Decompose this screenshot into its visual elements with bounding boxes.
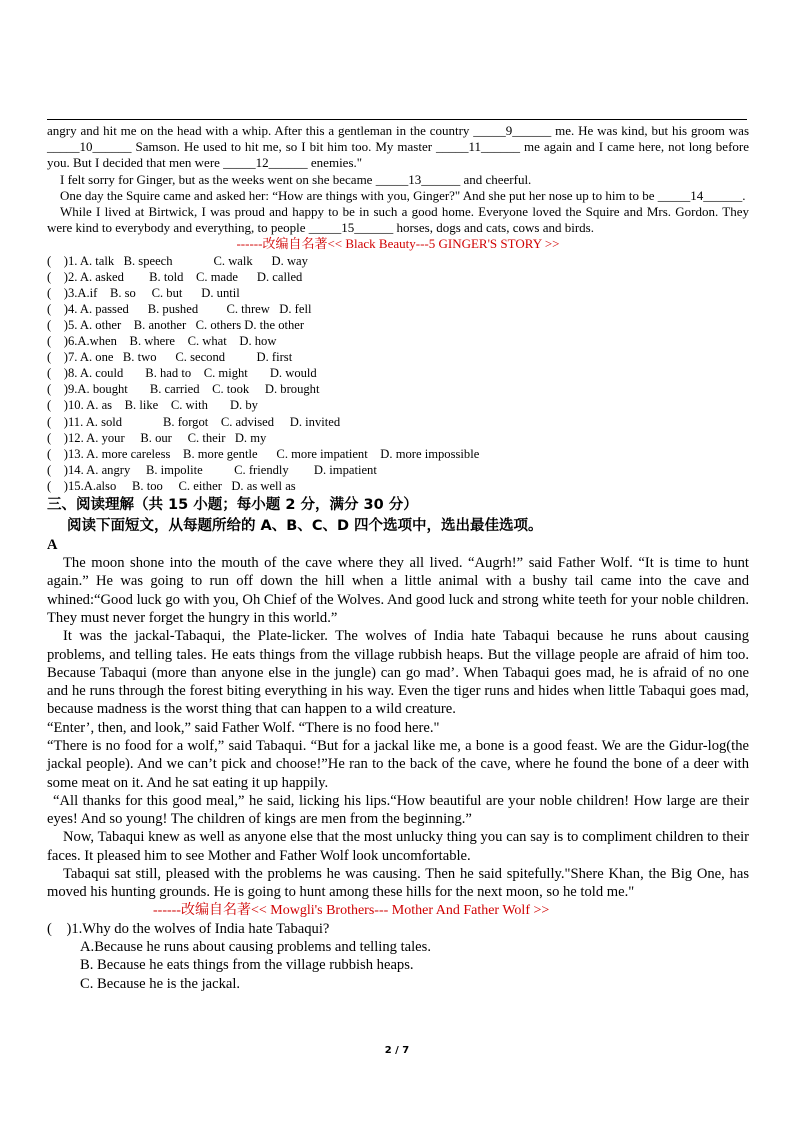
cloze-paragraph: I felt sorry for Ginger, but as the weeks went on she became _____13______ and cheerful.: [60, 171, 532, 187]
reading-paragraph: Tabaqui sat still, pleased with the problems he was causing. Then he said spitefully."Shere Khan, the Big One, has moved his hunting grounds. He is going to hunt among these hills for the next moon, so he told me.": [47, 866, 749, 901]
option-row: ( )12. A. your B. our C. their D. my: [47, 430, 267, 445]
reading-source: ------改编自名著<< Mowgli's Brothers--- Mother And Father Wolf >>: [153, 902, 550, 918]
answer-choice: C. Because he is the jackal.: [80, 975, 241, 992]
option-row: ( )6.A.when B. where C. what D. how: [47, 334, 277, 349]
option-row: ( )14. A. angry B. impolite C. friendly D. impatient: [47, 462, 377, 477]
cloze-paragraph: One day the Squire came and asked her: “How are things with you, Ginger?" And she put her nose up to him to be _____14______.: [60, 187, 746, 203]
option-row: ( )7. A. one B. two C. second D. first: [47, 350, 293, 365]
section-title: 三、阅读理解（共 15 小题；每小题 2 分，满分 30 分）: [47, 497, 418, 514]
reading-paragraph: Now, Tabaqui knew as well as anyone else that the most unlucky thing you can say is to compliment children to their faces. It pleased him to see Mother and Father Wolf look uncomfortable.: [47, 829, 749, 864]
cloze-passage: [47, 123, 749, 236]
answer-choice: B. Because he eats things from the village rubbish heaps.: [80, 957, 414, 974]
reading-paragraph: “All thanks for this good meal,” he said, licking his lips.“How beautiful are your noble children! How large are their eyes! And so young! The children of kings are men from the beginning.”: [47, 792, 749, 828]
cloze-paragraph: angry and hit me on the head with a whip. After this a gentleman in the country _____9______ me. He was kind, but his groom was _____10______ Samson. He used to hit me, so I bit him too. My master _____11______ me again and I came here, not long before you. But I decided that men were _____12______ enemies.": [47, 123, 749, 171]
option-row: ( )10. A. as B. like C. with D. by: [47, 398, 258, 413]
cloze-options: [47, 253, 749, 494]
page-number: 2 / 7: [384, 1045, 410, 1056]
cloze-source: ------改编自名著<< Black Beauty---5 GINGER'S STORY >>: [236, 236, 560, 252]
passage-label: A: [47, 537, 58, 554]
section-instruction: 阅读下面短文，从每题所给的 A、B、C、D 四个选项中，选出最佳选项。: [67, 518, 543, 535]
option-row: ( )8. A. could B. had to C. might D. would: [47, 366, 317, 381]
option-row: ( )13. A. more careless B. more gentle C. more impatient D. more impossible: [47, 446, 480, 461]
option-row: ( )15.A.also B. too C. either D. as well as: [47, 478, 296, 493]
option-row: ( )3.A.if B. so C. but D. until: [47, 285, 240, 300]
option-row: ( )2. A. asked B. told C. made D. called: [47, 269, 303, 284]
reading-paragraph: “There is no food for a wolf,” said Tabaqui. “But for a jackal like me, a bone is a good feast. We are the Gidur-log(the jackal people). And we can’t pick and choose!”He ran to the back of the cave, where he found the bone of a deer with some meat on it. And he sat eating it up happily.: [47, 738, 749, 791]
option-row: ( )11. A. sold B. forgot C. advised D. invited: [47, 414, 341, 429]
answer-choice: A.Because he runs about causing problems and telling tales.: [80, 938, 431, 955]
question-stem: ( )1.Why do the wolves of India hate Tabaqui?: [47, 920, 330, 937]
option-row: ( )5. A. other B. another C. others D. the other: [47, 318, 305, 332]
header-rule: [47, 119, 747, 120]
option-row: ( )9.A. bought B. carried C. took D. brought: [47, 382, 320, 397]
cloze-paragraph: While I lived at Birtwick, I was proud and happy to be in such a good home. Everyone loved the Squire and Mrs. Gordon. They were kind to everybody and everything, to people _____15______ horses, dogs and cats, cows and birds.: [47, 204, 749, 236]
reading-passage: [47, 554, 749, 902]
option-row: ( )1. A. talk B. speech C. walk D. way: [47, 253, 308, 268]
reading-paragraph: The moon shone into the mouth of the cave where they all lived. “Augrh!” said Father Wolf. “It is time to hunt again.” He was going to run off down the hill when a little animal with a bushy tail came into the cave and whined:“Good luck go with you, Oh Chief of the Wolves. And good luck and strong white teeth for your noble children. They must never forget the hungry in this world.”: [47, 555, 749, 626]
option-row: ( )4. A. passed B. pushed C. threw D. fell: [47, 301, 312, 316]
reading-paragraph: “Enter’, then, and look,” said Father Wolf. “There is no food here.": [47, 719, 440, 736]
page-content: [47, 123, 749, 993]
reading-paragraph: It was the jackal-Tabaqui, the Plate-licker. The wolves of India hate Tabaqui because he runs about causing problems, and telling tales. He eats things from the village rubbish heaps. But the village people are afraid of him too. Because Tabaqui (more than anyone else in the jungle) can go mad’. When Tabaqui goes mad, he is afraid of no one and he runs through the forest biting everything in his way. Even the tiger runs and hides when little Tabaqui goes mad, because madness is the worst thing that can happen to a wild creature.: [47, 628, 749, 718]
